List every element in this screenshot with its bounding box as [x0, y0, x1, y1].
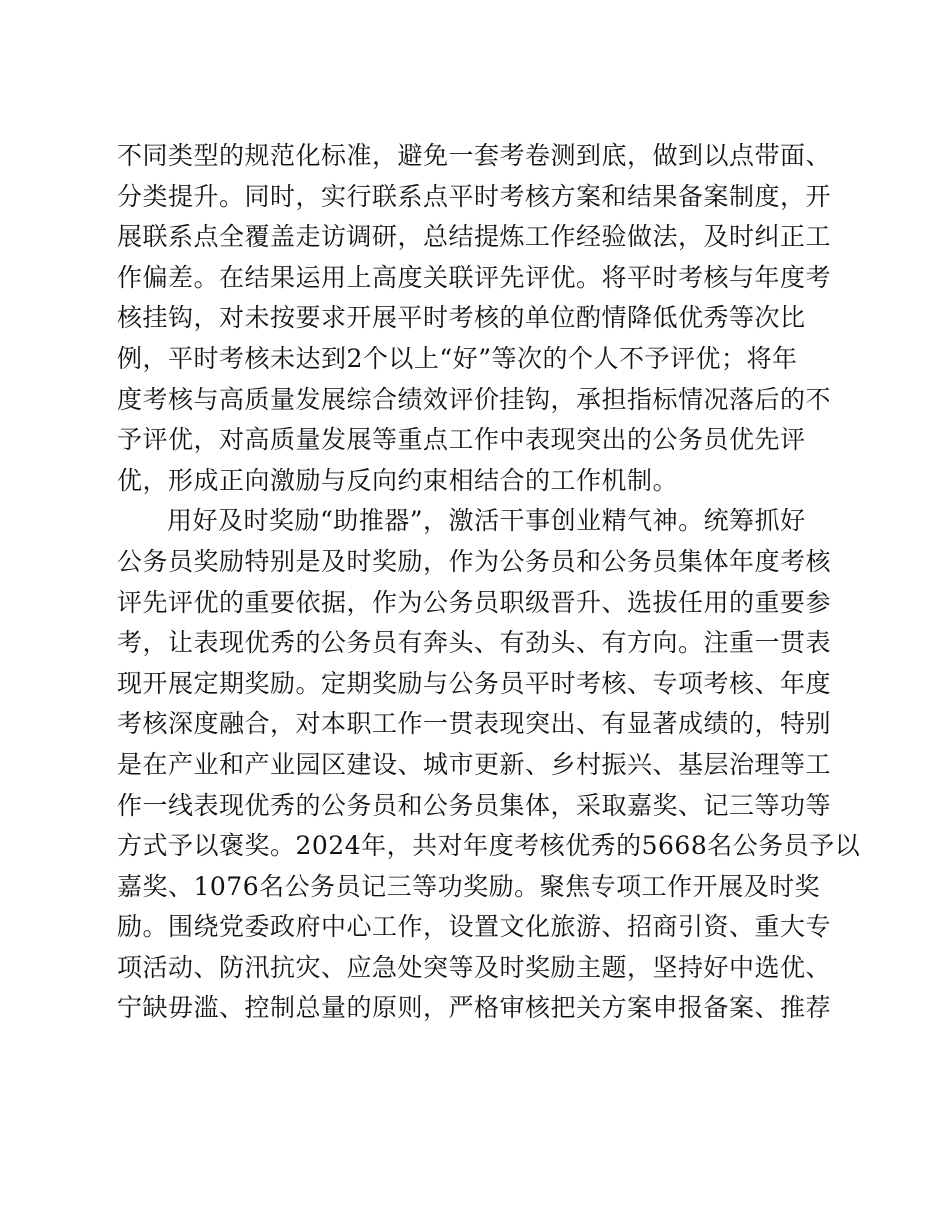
text-line: 评先评优的重要依据，作为公务员职级晋升、选拔任用的重要参	[117, 587, 832, 617]
text-line: 核挂钩，对未按要求开展平时考核的单位酌情降低优秀等次比	[117, 303, 806, 333]
text-line: 嘉奖、1076名公务员记三等功奖励。聚焦专项工作开展及时奖	[117, 871, 821, 901]
text-line: 宁缺毋滥、控制总量的原则，严格审核把关方案申报备案、推荐	[117, 993, 832, 1023]
paragraph-start-line: 用好及时奖励“助推器”，激活干事创业精气神。统筹抓好	[167, 506, 806, 536]
text-line: 度考核与高质量发展综合绩效评价挂钩，承担指标情况落后的不	[117, 384, 832, 414]
text-line: 作一线表现优秀的公务员和公务员集体，采取嘉奖、记三等功等	[117, 790, 832, 820]
text-line: 展联系点全覆盖走访调研，总结提炼工作经验做法，及时纠正工	[117, 222, 832, 252]
text-line: 现开展定期奖励。定期奖励与公务员平时考核、专项考核、年度	[117, 668, 832, 698]
text-line: 项活动、防汛抗灾、应急处突等及时奖励主题，坚持好中选优、	[117, 952, 832, 982]
text-line: 予评优，对高质量发展等重点工作中表现突出的公务员优先评	[117, 425, 806, 455]
text-line: 公务员奖励特别是及时奖励，作为公务员和公务员集体年度考核	[117, 546, 832, 576]
text-line: 方式予以褒奖。2024年，共对年度考核优秀的5668名公务员予以	[117, 831, 861, 861]
text-line: 分类提升。同时，实行联系点平时考核方案和结果备案制度，开	[117, 181, 832, 211]
text-line: 例，平时考核未达到2个以上“好”等次的个人不予评优；将年	[117, 343, 798, 373]
text-line: 作偏差。在结果运用上高度关联评先评优。将平时考核与年度考	[117, 262, 832, 292]
body-text	[117, 136, 861, 1029]
text-line: 是在产业和产业园区建设、城市更新、乡村振兴、基层治理等工	[117, 749, 832, 779]
text-line: 不同类型的规范化标准，避免一套考卷测到底，做到以点带面、	[117, 141, 832, 170]
text-line: 考，让表现优秀的公务员有奔头、有劲头、有方向。注重一贯表	[117, 628, 832, 658]
text-line: 优，形成正向激励与反向约束相结合的工作机制。	[117, 465, 679, 495]
text-line: 考核深度融合，对本职工作一贯表现突出、有显著成绩的，特别	[117, 709, 832, 739]
text-line: 励。围绕党委政府中心工作，设置文化旅游、招商引资、重大专	[117, 912, 832, 942]
